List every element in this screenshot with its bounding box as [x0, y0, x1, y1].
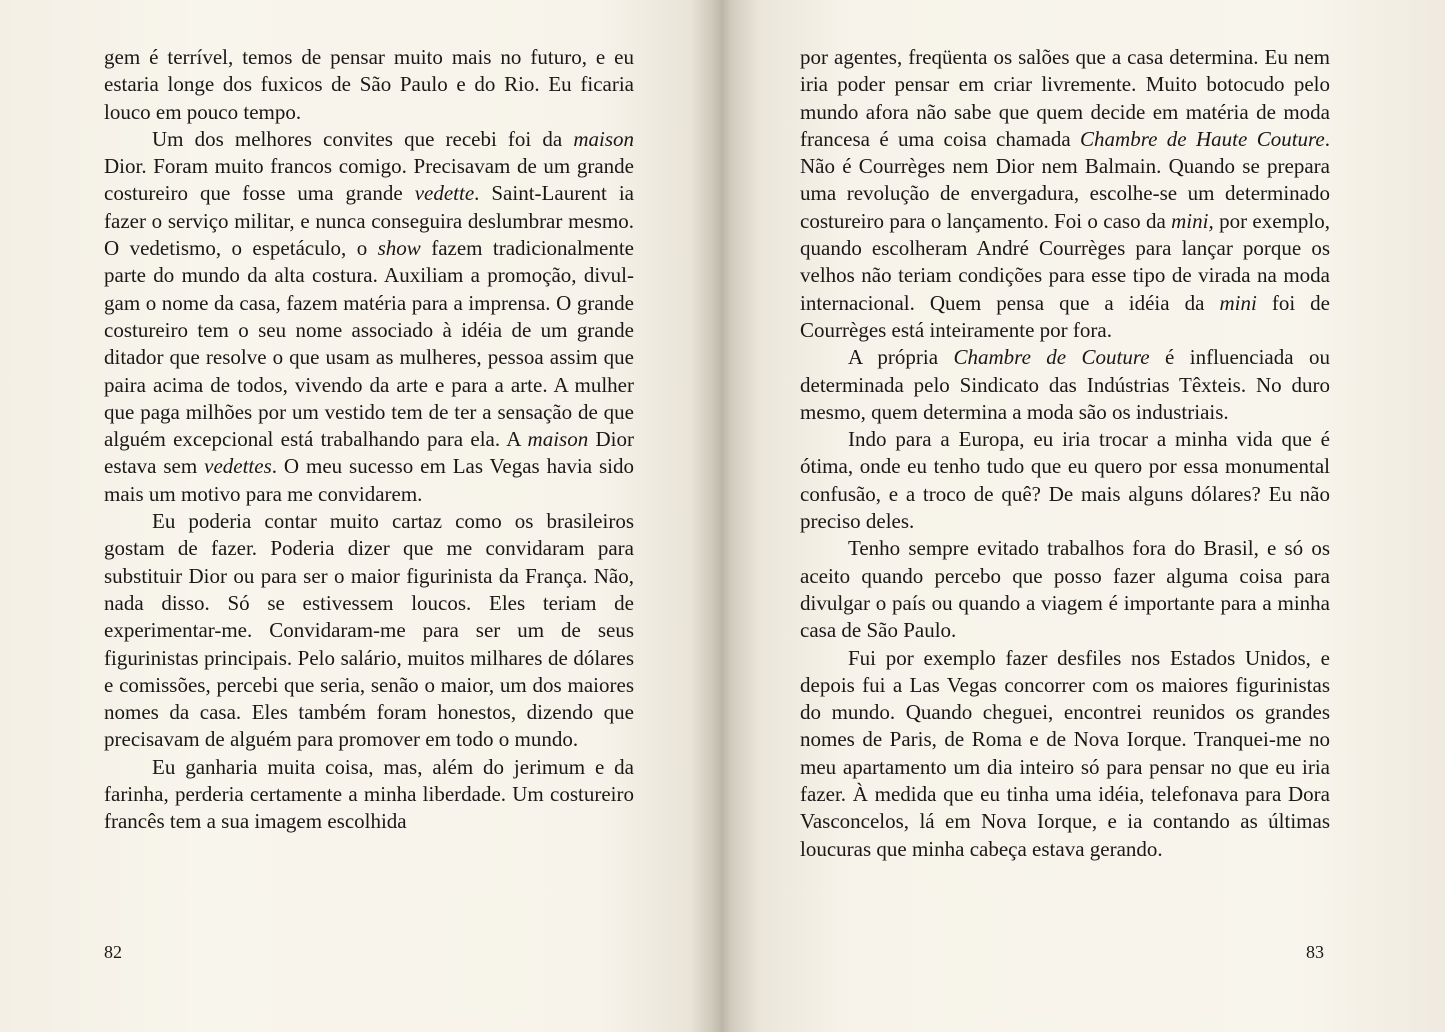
paragraph — [800, 44, 1330, 344]
paragraph — [104, 754, 634, 836]
italic-text: mini — [1219, 290, 1257, 315]
text-run: Indo para a Europa, eu iria trocar a minha vida que é ótima, onde eu tenho tudo que eu quero por essa monumental confusão, e a troco de quê? De mais alguns dólares? Eu não preciso deles. — [800, 427, 1330, 534]
right-page — [800, 44, 1330, 863]
italic-text: vedette — [414, 181, 475, 206]
italic-text: Chambre de Couture — [953, 345, 1150, 370]
right-page-body — [800, 44, 1330, 863]
paragraph — [104, 508, 634, 754]
text-run: Fui por exemplo fazer desfiles nos Estados Unidos, e depois fui a Las Vegas concorrer com os maiores figurinistas do mundo. Quando cheguei, encontrei reunidos os grandes nomes de Paris, de Roma e de Nova Iorque. Tranquei-me no meu apartamento um dia inteiro só para pensar no que eu iria fazer. À medida que eu tinha uma idéia, telefonava para Dora Vasconcelos, lá em Nova Iorque, e ia contando as últimas loucuras que minha cabeça estava gerando. — [800, 645, 1330, 861]
italic-text: maison — [527, 427, 589, 452]
text-run: Tenho sempre evitado trabalhos fora do Brasil, e só os aceito quando percebo que posso fazer alguma coisa para divulgar o país ou quando a viagem é importante para a minha casa de São Paulo. — [800, 536, 1330, 643]
text-run: Dior estava sem — [104, 427, 634, 479]
text-run: foi de Courrèges está inteiramente por fora. — [800, 290, 1330, 342]
right-page-number: 83 — [1306, 942, 1324, 962]
text-run: fazem tradicionalmente parte do mundo da alta costura. Auxiliam a promoção, divulgam o nome da casa, fazem matéria para a imprensa. O grande costureiro tem o seu nome associado à idéia de um grande ditador que resolve o que usam as mulheres, pessoa assim que paira acima de todos, vivendo da arte e para a arte. A mulher que paga milhões por um vestido tem de ter a sensação de que alguém excepcional está trabalhando para ela. A — [104, 236, 634, 452]
italic-text: Chambre de Haute Couture — [1080, 126, 1325, 151]
italic-text: mini, — [1171, 208, 1214, 233]
text-run: por exemplo, quando escolheram André Courrèges para lançar porque os velhos não teriam condições para esse tipo de virada na moda internacional. Quem pensa que a idéia da — [800, 208, 1330, 315]
text-run: é influenciada ou determinada pelo Sindicato das Indústrias Têxteis. No duro mesmo, quem determina a moda são os industriais. — [800, 345, 1330, 424]
text-run: . Não é Courrèges nem Dior nem Balmain. Quando se prepara uma revolução de envergadura, escolhe-se um determinado costureiro para o lançamento. Foi o caso da — [800, 126, 1330, 233]
paragraph — [104, 126, 634, 508]
paragraph — [104, 44, 634, 126]
text-run: A própria — [848, 345, 954, 370]
paragraph — [800, 426, 1330, 535]
italic-text: show — [377, 236, 421, 261]
left-page — [104, 44, 634, 836]
italic-text: maison — [573, 126, 634, 151]
text-run: por agentes, freqüenta os salões que a casa determina. Eu nem iria poder pensar em criar livremente. Muito botocudo pelo mundo afora não sabe que quem decide em matéria de moda francesa é uma coisa chamada — [800, 45, 1330, 151]
italic-text: vedettes — [204, 454, 272, 479]
left-page-number: 82 — [104, 942, 122, 962]
text-run: Dior. Foram muito francos comigo. Precisavam de um grande costureiro que fosse uma grande — [104, 154, 634, 206]
left-page-body — [104, 44, 634, 836]
text-run: . O meu sucesso em Las Vegas havia sido mais um motivo para me convidarem. — [104, 454, 634, 506]
text-run: gem é terrível, temos de pensar muito mais no futuro, e eu estaria longe dos fuxicos de São Paulo e do Rio. Eu ficaria louco em pouco tempo. — [104, 45, 634, 124]
paragraph — [800, 344, 1330, 426]
text-run: Um dos melhores convites que recebi foi da — [152, 126, 574, 151]
text-run: . Saint-Laurent ia fazer o serviço militar, e nunca conseguira deslumbrar mesmo. O vedetismo, o espetáculo, o — [104, 181, 634, 261]
text-run: Eu ganharia muita coisa, mas, além do jerimum e da farinha, perderia certamente a minha liberdade. Um costureiro francês tem a sua imagem escolhida — [104, 754, 634, 834]
text-run: Eu poderia contar muito cartaz como os brasileiros gostam de fazer. Poderia dizer que me convidaram para substituir Dior ou para ser o maior figurinista da França. Não, nada disso. Só se estivessem loucos. Eles teriam de experimentar-me. Convidaram-me para ser um de seus figurinistas principais. Pelo salário, muitos milhares de dólares e comissões, percebi que seria, senão o maior, um dos maiores nomes da casa. Eles também foram honestos, dizendo que precisavam de alguém para promover em todo o mundo. — [104, 509, 634, 752]
paragraph — [800, 645, 1330, 863]
paragraph — [800, 535, 1330, 644]
